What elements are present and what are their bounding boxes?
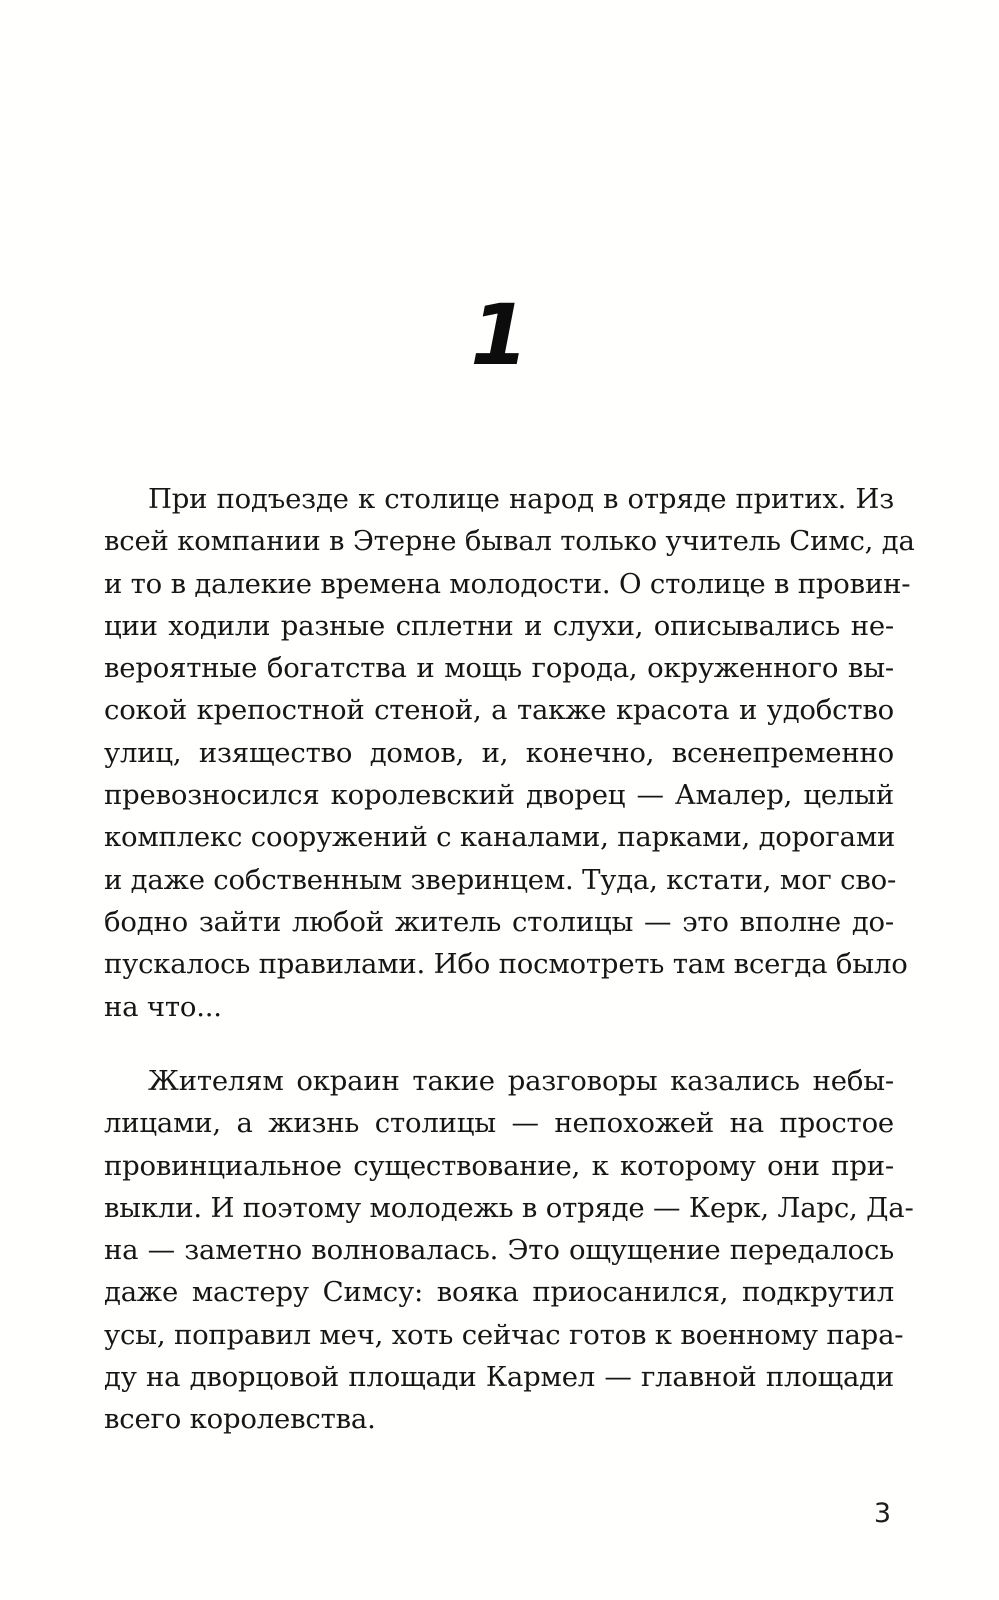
text-line: всего королевства.: [104, 1403, 376, 1436]
text-line: даже мастеру Симсу: вояка приосанился, подкрутил: [104, 1276, 894, 1309]
text-line: всей компании в Этерне бывал только учитель Симс, да: [104, 525, 915, 558]
paragraph-2: [104, 1060, 914, 1441]
text-line: и то в далекие времена молодости. О столице в провин-: [104, 567, 911, 600]
text-line: Жителям окраин такие разговоры казались небы-: [148, 1065, 894, 1097]
text-line: бодно зайти любой житель столицы — это вполне до-: [104, 905, 894, 938]
text-line: ции ходили разные сплетни и слухи, описывались не-: [104, 609, 894, 642]
text-line: сокой крепостной стеной, а также красота и удобство: [104, 694, 894, 727]
text-line: и даже собственным зверинцем. Туда, кстати, мог сво-: [104, 863, 897, 896]
text-line: провинциальное существование, к которому они при-: [104, 1149, 894, 1182]
page-number: 3: [873, 1498, 891, 1529]
chapter-number: 1: [470, 286, 529, 384]
text-line: на что...: [104, 990, 222, 1023]
paragraph-1: [104, 478, 915, 1028]
text-line: выкли. И поэтому молодежь в отряде — Керк, Ларс, Да-: [104, 1191, 914, 1224]
text-line: на — заметно волновалась. Это ощущение передалось: [104, 1234, 894, 1267]
text-line: превозносился королевский дворец — Амалер, целый: [104, 779, 894, 812]
text-line: При подъезде к столице народ в отряде притих. Из: [148, 483, 894, 515]
text-line: вероятные богатства и мощь города, окруженного вы-: [104, 652, 894, 685]
text-line: комплекс сооружений с каналами, парками, дорогами: [104, 821, 896, 854]
text-line: пускалось правилами. Ибо посмотреть там всегда было: [104, 948, 908, 981]
text-line: лицами, а жизнь столицы — непохожей на простое: [104, 1107, 894, 1140]
text-line: улиц, изящество домов, и, конечно, всенепременно: [104, 736, 894, 769]
text-line: ду на дворцовой площади Кармел — главной площади: [104, 1361, 894, 1394]
text-line: усы, поправил меч, хоть сейчас готов к военному пара-: [104, 1318, 904, 1351]
